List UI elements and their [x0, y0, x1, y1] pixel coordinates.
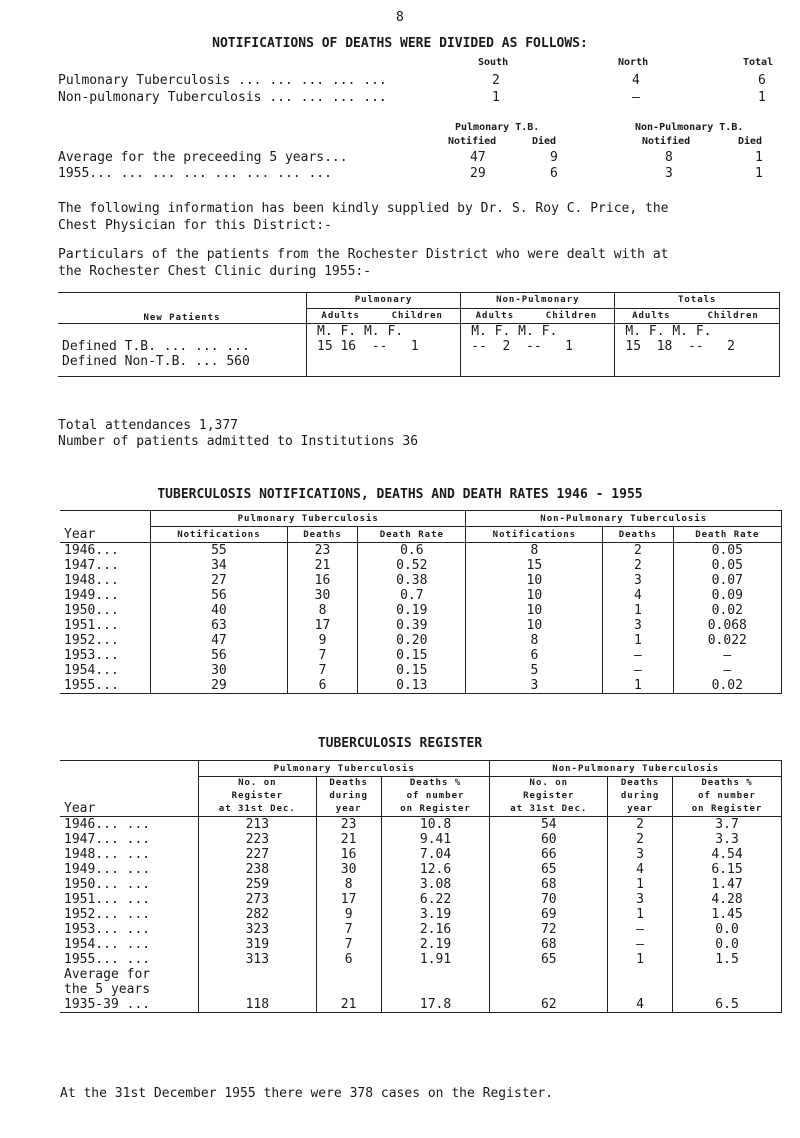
register-cell: 282 — [199, 907, 317, 922]
register-cell: 238 — [199, 862, 317, 877]
heading-notifications-deaths-rates: TUBERCULOSIS NOTIFICATIONS, DEATHS AND DEATH RATES 1946 - 1955 — [157, 487, 643, 502]
register-sub-header — [381, 777, 490, 817]
rates-cell: — — [673, 663, 781, 678]
register-cell: 7.04 — [381, 847, 490, 862]
deaths-row-label: Pulmonary Tuberculosis ... ... ... ... ... — [58, 73, 387, 88]
register-row — [60, 907, 782, 922]
register-row — [60, 832, 782, 847]
avg-sub-header: Died — [532, 136, 557, 147]
register-row — [60, 862, 782, 877]
rates-group-pulmonary: Pulmonary Tuberculosis — [151, 511, 466, 527]
register-average-cell: 17.8 — [381, 967, 490, 1013]
death-rates-table — [60, 510, 782, 694]
rates-sub-header: Notifications — [466, 527, 603, 543]
clinic-cell — [615, 354, 780, 377]
register-year-cell: 1950... ... — [60, 877, 199, 892]
avg-cell: 47 — [470, 150, 486, 165]
register-sub-header-line: year — [335, 804, 362, 814]
clinic-mf-header: M. F. M. F. — [461, 324, 615, 340]
rates-cell: 0.022 — [673, 633, 781, 648]
deaths-row-label: Non-pulmonary Tuberculosis ... ... ... ... — [58, 90, 387, 105]
register-year-cell: 1955... ... — [60, 952, 199, 967]
register-average-row — [60, 967, 782, 1013]
register-cell: 213 — [199, 817, 317, 833]
avg-sub-header: Notified — [448, 136, 497, 147]
clinic-mf-header: M. F. M. F. — [615, 324, 780, 340]
rates-row — [60, 648, 782, 663]
register-year-cell: 1946... ... — [60, 817, 199, 833]
rates-cell: 6 — [287, 678, 357, 694]
avg-cell: 1 — [755, 150, 763, 165]
register-year-cell: 1947... ... — [60, 832, 199, 847]
rates-cell: 2 — [603, 558, 673, 573]
rates-sub-header: Notifications — [151, 527, 288, 543]
rates-year-cell: 1947... — [60, 558, 151, 573]
register-sub-header-line: during — [329, 791, 368, 801]
register-cell: 3 — [608, 847, 673, 862]
rates-cell: 0.38 — [358, 573, 466, 588]
register-year-cell: 1953... ... — [60, 922, 199, 937]
rates-year-cell: 1950... — [60, 603, 151, 618]
rates-cell: 0.07 — [673, 573, 781, 588]
register-year-cell: 1954... ... — [60, 937, 199, 952]
register-cell: 1.45 — [673, 907, 782, 922]
clinic-row-label: Defined Non-T.B. ... 560 — [58, 354, 307, 377]
clinic-table — [58, 292, 780, 377]
rates-cell: 0.02 — [673, 603, 781, 618]
register-sub-header — [316, 777, 381, 817]
clinic-cell: 15 18 -- 2 — [615, 339, 780, 354]
register-sub-header-line: Register — [231, 791, 283, 801]
clinic-sub-adults: Adults — [307, 308, 375, 324]
register-cell: 223 — [199, 832, 317, 847]
avg-cell: 9 — [550, 150, 558, 165]
paragraph-chest-physician: The following information has been kindly supplied by Dr. S. Roy C. Price, the Chest Physician for this District:- — [58, 201, 669, 233]
rates-cell: 0.20 — [358, 633, 466, 648]
rates-cell: 16 — [287, 573, 357, 588]
clinic-cell — [461, 354, 615, 377]
rates-cell: 10 — [466, 603, 603, 618]
rates-cell: 0.068 — [673, 618, 781, 633]
register-row — [60, 952, 782, 967]
register-sub-header-line: No. on — [529, 778, 569, 788]
rates-cell: 0.6 — [358, 543, 466, 559]
rates-cell: 9 — [287, 633, 357, 648]
register-cell: 0.0 — [673, 922, 782, 937]
total-attendances: Total attendances 1,377 — [58, 418, 239, 433]
register-sub-header — [490, 777, 608, 817]
register-cell: 65 — [490, 862, 608, 877]
avg-sub-header: Died — [738, 136, 763, 147]
rates-cell: 21 — [287, 558, 357, 573]
register-row — [60, 877, 782, 892]
rates-cell: 6 — [466, 648, 603, 663]
register-cell: 21 — [316, 832, 381, 847]
rates-cell: 23 — [287, 543, 357, 559]
register-cell: 4 — [608, 862, 673, 877]
register-sub-header-line: during — [620, 791, 660, 801]
rates-cell: 0.09 — [673, 588, 781, 603]
rates-cell: — — [673, 648, 781, 663]
register-cell: 3.7 — [673, 817, 782, 833]
clinic-row-label: Defined T.B. ... ... ... — [58, 339, 307, 354]
rates-cell: 1 — [603, 633, 673, 648]
deaths-cell: 2 — [492, 73, 500, 88]
register-cell: 7 — [316, 937, 381, 952]
register-cell: 3.08 — [381, 877, 490, 892]
register-cell: 7 — [316, 922, 381, 937]
register-sub-header-line: Deaths % — [409, 778, 462, 788]
register-cell: 2.16 — [381, 922, 490, 937]
register-cell: 0.0 — [673, 937, 782, 952]
rates-sub-header: Death Rate — [673, 527, 781, 543]
register-table — [60, 760, 782, 1013]
rates-cell: 63 — [151, 618, 288, 633]
register-cell: 23 — [316, 817, 381, 833]
rates-cell: 3 — [603, 573, 673, 588]
avg-cell: 29 — [470, 166, 486, 181]
rates-cell: 0.05 — [673, 558, 781, 573]
register-cell: 17 — [316, 892, 381, 907]
register-cell: 2 — [608, 817, 673, 833]
patients-admitted: Number of patients admitted to Institutions 36 — [58, 434, 419, 449]
register-cell: 1 — [608, 952, 673, 967]
register-sub-header-line: of number — [406, 791, 465, 801]
rates-cell: 56 — [151, 648, 288, 663]
rates-cell: 30 — [287, 588, 357, 603]
register-cell: 65 — [490, 952, 608, 967]
rates-row — [60, 603, 782, 618]
rates-year-cell: 1955... — [60, 678, 151, 694]
register-cell: 68 — [490, 937, 608, 952]
page-number: 8 — [396, 10, 404, 25]
rates-row — [60, 543, 782, 559]
register-cell: 54 — [490, 817, 608, 833]
register-sub-header-line: Deaths — [620, 778, 660, 788]
clinic-cell: 15 16 -- 1 — [307, 339, 461, 354]
rates-cell: 55 — [151, 543, 288, 559]
rates-cell: 56 — [151, 588, 288, 603]
rates-row — [60, 633, 782, 648]
register-row — [60, 892, 782, 907]
register-sub-header-line: Deaths % — [701, 778, 753, 788]
avg-sub-header: Notified — [642, 136, 691, 147]
rates-cell: 3 — [466, 678, 603, 694]
register-cell: — — [608, 937, 673, 952]
register-cell: 9 — [316, 907, 381, 922]
rates-cell: 27 — [151, 573, 288, 588]
rates-row — [60, 678, 782, 694]
rates-year-cell: 1949... — [60, 588, 151, 603]
rates-cell: 8 — [466, 633, 603, 648]
register-row — [60, 817, 782, 833]
rates-cell: 0.7 — [358, 588, 466, 603]
register-year-cell: 1948... ... — [60, 847, 199, 862]
register-cell: 227 — [199, 847, 317, 862]
avg-cell: 6 — [550, 166, 558, 181]
rates-year-header: Year — [60, 511, 151, 543]
register-year-cell: 1952... ... — [60, 907, 199, 922]
rates-cell: 7 — [287, 663, 357, 678]
register-cell: — — [608, 922, 673, 937]
register-cell: 1 — [608, 877, 673, 892]
rates-cell: 8 — [466, 543, 603, 559]
clinic-cell — [307, 354, 461, 377]
heading-tuberculosis-register: TUBERCULOSIS REGISTER — [317, 736, 483, 751]
register-average-cell: 6.5 — [673, 967, 782, 1013]
avg-row-label: 1955... ... ... ... ... ... ... ... — [58, 166, 332, 181]
register-group-non-pulmonary: Non-Pulmonary Tuberculosis — [490, 761, 782, 777]
register-cell: 3.19 — [381, 907, 490, 922]
rates-cell: — — [603, 648, 673, 663]
register-sub-header-line: of number — [698, 791, 756, 801]
rates-cell: 4 — [603, 588, 673, 603]
register-cell: 10.8 — [381, 817, 490, 833]
register-cell: 4.28 — [673, 892, 782, 907]
rates-cell: 1 — [603, 678, 673, 694]
rates-cell: 1 — [603, 603, 673, 618]
avg-cell: 3 — [665, 166, 673, 181]
register-cell: 1.47 — [673, 877, 782, 892]
rates-cell: 47 — [151, 633, 288, 648]
clinic-sub-children: Children — [687, 308, 779, 324]
rates-cell: 0.13 — [358, 678, 466, 694]
register-cell: 273 — [199, 892, 317, 907]
register-sub-header-line: No. on — [238, 778, 277, 788]
rates-group-non-pulmonary: Non-Pulmonary Tuberculosis — [466, 511, 782, 527]
deaths-cell: 1 — [492, 90, 500, 105]
rates-cell: 15 — [466, 558, 603, 573]
rates-sub-header: Death Rate — [358, 527, 466, 543]
register-cell: 1.5 — [673, 952, 782, 967]
rates-cell: — — [603, 663, 673, 678]
rates-row — [60, 588, 782, 603]
rates-cell: 0.05 — [673, 543, 781, 559]
register-average-cell: 4 — [608, 967, 673, 1013]
paragraph-clinic-particulars: Particulars of the patients from the Rochester District who were dealt with at the Rochester Chest Clinic during 1955:- — [58, 247, 669, 279]
clinic-sub-adults: Adults — [615, 308, 687, 324]
register-average-label-line: 1935-39 ... — [64, 997, 151, 1012]
rates-year-cell: 1951... — [60, 618, 151, 633]
register-cell: 70 — [490, 892, 608, 907]
register-sub-header-line: Deaths — [329, 778, 368, 788]
register-average-cell: 21 — [316, 967, 381, 1013]
rates-cell: 0.19 — [358, 603, 466, 618]
heading-notifications-of-deaths: NOTIFICATIONS OF DEATHS WERE DIVIDED AS FOLLOWS: — [212, 36, 588, 51]
register-sub-header — [608, 777, 673, 817]
register-average-cell: 62 — [490, 967, 608, 1013]
avg-group-non-pulmonary: Non-Pulmonary T.B. — [635, 122, 744, 133]
register-cell: 1 — [608, 907, 673, 922]
deaths-header-north: North — [618, 57, 649, 68]
register-cell: 16 — [316, 847, 381, 862]
register-cell: 323 — [199, 922, 317, 937]
deaths-cell: 1 — [758, 90, 766, 105]
register-year-cell: 1951... ... — [60, 892, 199, 907]
register-cell: 3 — [608, 892, 673, 907]
register-cell: 259 — [199, 877, 317, 892]
register-cell: 69 — [490, 907, 608, 922]
rates-sub-header: Deaths — [287, 527, 357, 543]
register-cell: 60 — [490, 832, 608, 847]
register-average-label-line: Average for — [64, 967, 151, 982]
register-cell: 6 — [316, 952, 381, 967]
register-row — [60, 922, 782, 937]
register-sub-header — [673, 777, 782, 817]
rates-cell: 0.52 — [358, 558, 466, 573]
register-cell: 6.15 — [673, 862, 782, 877]
register-row — [60, 937, 782, 952]
clinic-sub-children: Children — [529, 308, 615, 324]
rates-year-cell: 1953... — [60, 648, 151, 663]
rates-year-cell: 1954... — [60, 663, 151, 678]
rates-cell: 2 — [603, 543, 673, 559]
rates-cell: 17 — [287, 618, 357, 633]
rates-cell: 0.15 — [358, 663, 466, 678]
rates-cell: 30 — [151, 663, 288, 678]
clinic-mf-header: M. F. M. F. — [307, 324, 461, 340]
register-year-header: Year — [60, 761, 199, 817]
register-average-label-line: the 5 years — [64, 982, 151, 997]
register-cell: 313 — [199, 952, 317, 967]
register-group-pulmonary: Pulmonary Tuberculosis — [199, 761, 490, 777]
rates-row — [60, 618, 782, 633]
rates-cell: 0.02 — [673, 678, 781, 694]
deaths-header-south: South — [478, 57, 509, 68]
rates-cell: 7 — [287, 648, 357, 663]
register-sub-header-line: on Register — [400, 804, 471, 814]
avg-cell: 8 — [665, 150, 673, 165]
register-cell: 3.3 — [673, 832, 782, 847]
register-cell: 12.6 — [381, 862, 490, 877]
avg-cell: 1 — [755, 166, 763, 181]
rates-cell: 10 — [466, 573, 603, 588]
rates-row — [60, 663, 782, 678]
register-cell: 1.91 — [381, 952, 490, 967]
register-cell: 2 — [608, 832, 673, 847]
rates-cell: 29 — [151, 678, 288, 694]
register-cell: 8 — [316, 877, 381, 892]
rates-cell: 5 — [466, 663, 603, 678]
register-sub-header — [199, 777, 317, 817]
register-footer-note: At the 31st December 1955 there were 378 cases on the Register. — [60, 1086, 554, 1101]
register-sub-header-line: year — [627, 804, 653, 814]
register-row — [60, 847, 782, 862]
deaths-header-total: Total — [743, 57, 774, 68]
register-cell: 72 — [490, 922, 608, 937]
clinic-group-totals: Totals — [615, 293, 780, 309]
rates-year-cell: 1948... — [60, 573, 151, 588]
rates-cell: 0.15 — [358, 648, 466, 663]
rates-year-cell: 1952... — [60, 633, 151, 648]
rates-cell: 0.39 — [358, 618, 466, 633]
register-cell: 2.19 — [381, 937, 490, 952]
register-cell: 319 — [199, 937, 317, 952]
register-cell: 4.54 — [673, 847, 782, 862]
clinic-sub-children: Children — [374, 308, 460, 324]
register-average-label — [60, 967, 199, 1013]
register-cell: 66 — [490, 847, 608, 862]
clinic-group-non-pulmonary: Non-Pulmonary — [461, 293, 615, 309]
rates-cell: 10 — [466, 588, 603, 603]
rates-row — [60, 558, 782, 573]
avg-row-label: Average for the preceeding 5 years... — [58, 150, 348, 165]
register-average-cell: 118 — [199, 967, 317, 1013]
register-sub-header-line: on Register — [691, 804, 763, 814]
rates-cell: 10 — [466, 618, 603, 633]
register-cell: 68 — [490, 877, 608, 892]
clinic-cell: -- 2 -- 1 — [461, 339, 615, 354]
register-cell: 6.22 — [381, 892, 490, 907]
clinic-group-pulmonary: Pulmonary — [307, 293, 461, 309]
rates-cell: 8 — [287, 603, 357, 618]
register-cell: 9.41 — [381, 832, 490, 847]
rates-row — [60, 573, 782, 588]
register-year-cell: 1949... ... — [60, 862, 199, 877]
clinic-sub-adults: Adults — [461, 308, 529, 324]
register-sub-header-line: Register — [523, 791, 575, 801]
rates-year-cell: 1946... — [60, 543, 151, 559]
rates-cell: 34 — [151, 558, 288, 573]
register-cell: 30 — [316, 862, 381, 877]
register-sub-header-line: at 31st Dec. — [218, 804, 296, 814]
deaths-cell: 4 — [632, 73, 640, 88]
register-sub-header-line: at 31st Dec. — [510, 804, 588, 814]
rates-cell: 3 — [603, 618, 673, 633]
deaths-cell: — — [632, 90, 640, 105]
avg-group-pulmonary: Pulmonary T.B. — [455, 122, 540, 133]
deaths-cell: 6 — [758, 73, 766, 88]
rates-sub-header: Deaths — [603, 527, 673, 543]
clinic-col-new-patients: New Patients — [58, 293, 307, 324]
rates-cell: 40 — [151, 603, 288, 618]
